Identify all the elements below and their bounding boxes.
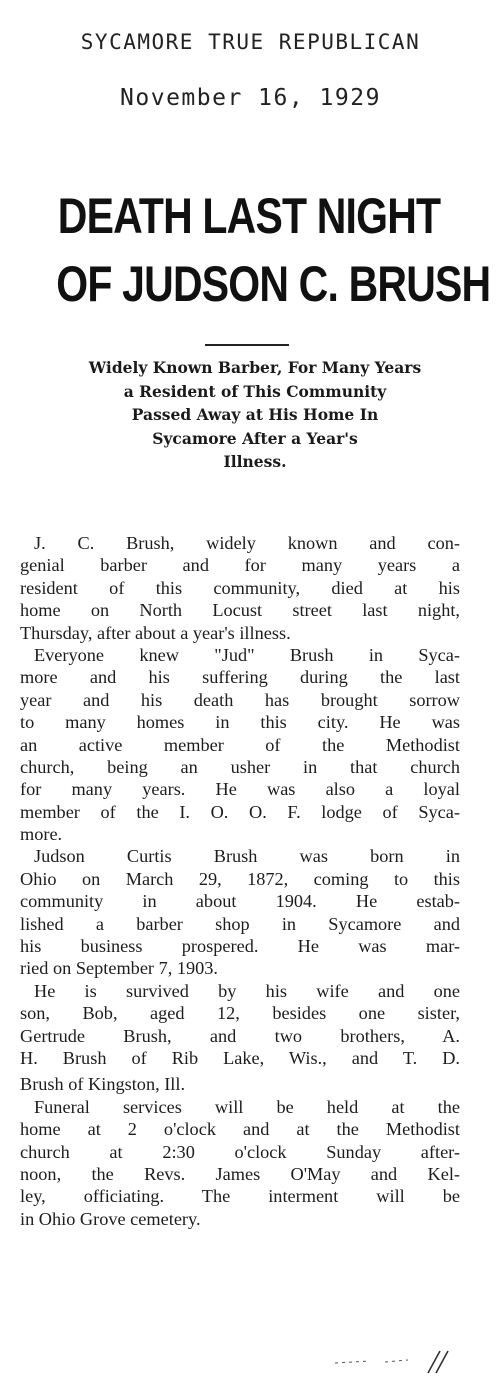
text-line: He is survived by his wife and one (34, 980, 460, 1001)
deck-line: Sycamore After a Year's (152, 428, 358, 448)
paragraph-3 (20, 845, 460, 979)
text-line: his business prospered. He was mar- (20, 936, 460, 957)
handwritten-mark-icon (330, 1345, 460, 1375)
headline-divider (205, 344, 289, 346)
text-line: lished a barber shop in Sycamore and (20, 913, 460, 934)
article-body (20, 532, 460, 1230)
text-line: more and his suffering during the last (20, 667, 460, 688)
text-line: church at 2:30 o'clock Sunday after- (20, 1141, 460, 1162)
newspaper-name: SYCAMORE TRUE REPUBLICAN (80, 30, 421, 54)
text-line: H. Brush of Rib Lake, Wis., and T. D. (20, 1047, 460, 1068)
subheadline-deck (30, 356, 480, 474)
text-line: ried on September 7, 1903. (20, 958, 219, 979)
text-line: Ohio on March 29, 1872, coming to this (20, 868, 460, 889)
deck-line: Illness. (223, 452, 287, 471)
text-line: to many homes in this city. He was (20, 712, 460, 733)
text-line: community in about 1904. He estab- (20, 891, 460, 912)
publication-date: November 16, 1929 (120, 85, 381, 111)
paragraph-2 (20, 644, 460, 846)
paragraph-5 (20, 1096, 460, 1230)
text-line: an active member of the Methodist (20, 734, 460, 755)
text-line: ley, officiating. The interment will be (20, 1186, 460, 1207)
text-line: for many years. He was also a loyal (20, 779, 460, 800)
text-line: Thursday, after about a year's illness. (20, 622, 291, 643)
text-line: Gertrude Brush, and two brothers, A. (20, 1025, 460, 1046)
text-line: member of the I. O. O. F. lodge of Syca- (20, 801, 460, 822)
text-line: resident of this community, died at his (20, 577, 460, 598)
text-line: year and his death has brought sorrow (20, 689, 460, 710)
deck-line: Widely Known Barber, For Many Years (88, 358, 422, 377)
text-line: genial barber and for many years a (20, 555, 460, 576)
text-line: in Ohio Grove cemetery. (20, 1208, 201, 1229)
text-line: Brush of Kingston, Ill. (20, 1074, 186, 1095)
paragraph-1 (20, 532, 460, 644)
text-line: Judson Curtis Brush was born in (34, 846, 460, 867)
text-line: home on North Locust street last night, (20, 600, 460, 621)
text-line: church, being an usher in that church (20, 756, 460, 777)
text-line: J. C. Brush, widely known and con- (34, 533, 460, 553)
paragraph-4 (20, 980, 460, 1096)
text-line: home at 2 o'clock and at the Methodist (20, 1119, 460, 1140)
text-line: Everyone knew "Jud" Brush in Syca- (34, 644, 460, 665)
deck-line: Passed Away at His Home In (131, 405, 379, 424)
headline-line-2: OF JUDSON C. BRUSH (56, 256, 491, 312)
deck-line: a Resident of This Community (123, 381, 387, 401)
text-line: Funeral services will be held at the (34, 1096, 460, 1117)
text-line: son, Bob, aged 12, besides one sister, (20, 1003, 460, 1024)
text-line: noon, the Revs. James O'May and Kel- (20, 1163, 460, 1184)
text-line: more. (20, 824, 63, 845)
headline-line-1: DEATH LAST NIGHT (57, 188, 441, 244)
